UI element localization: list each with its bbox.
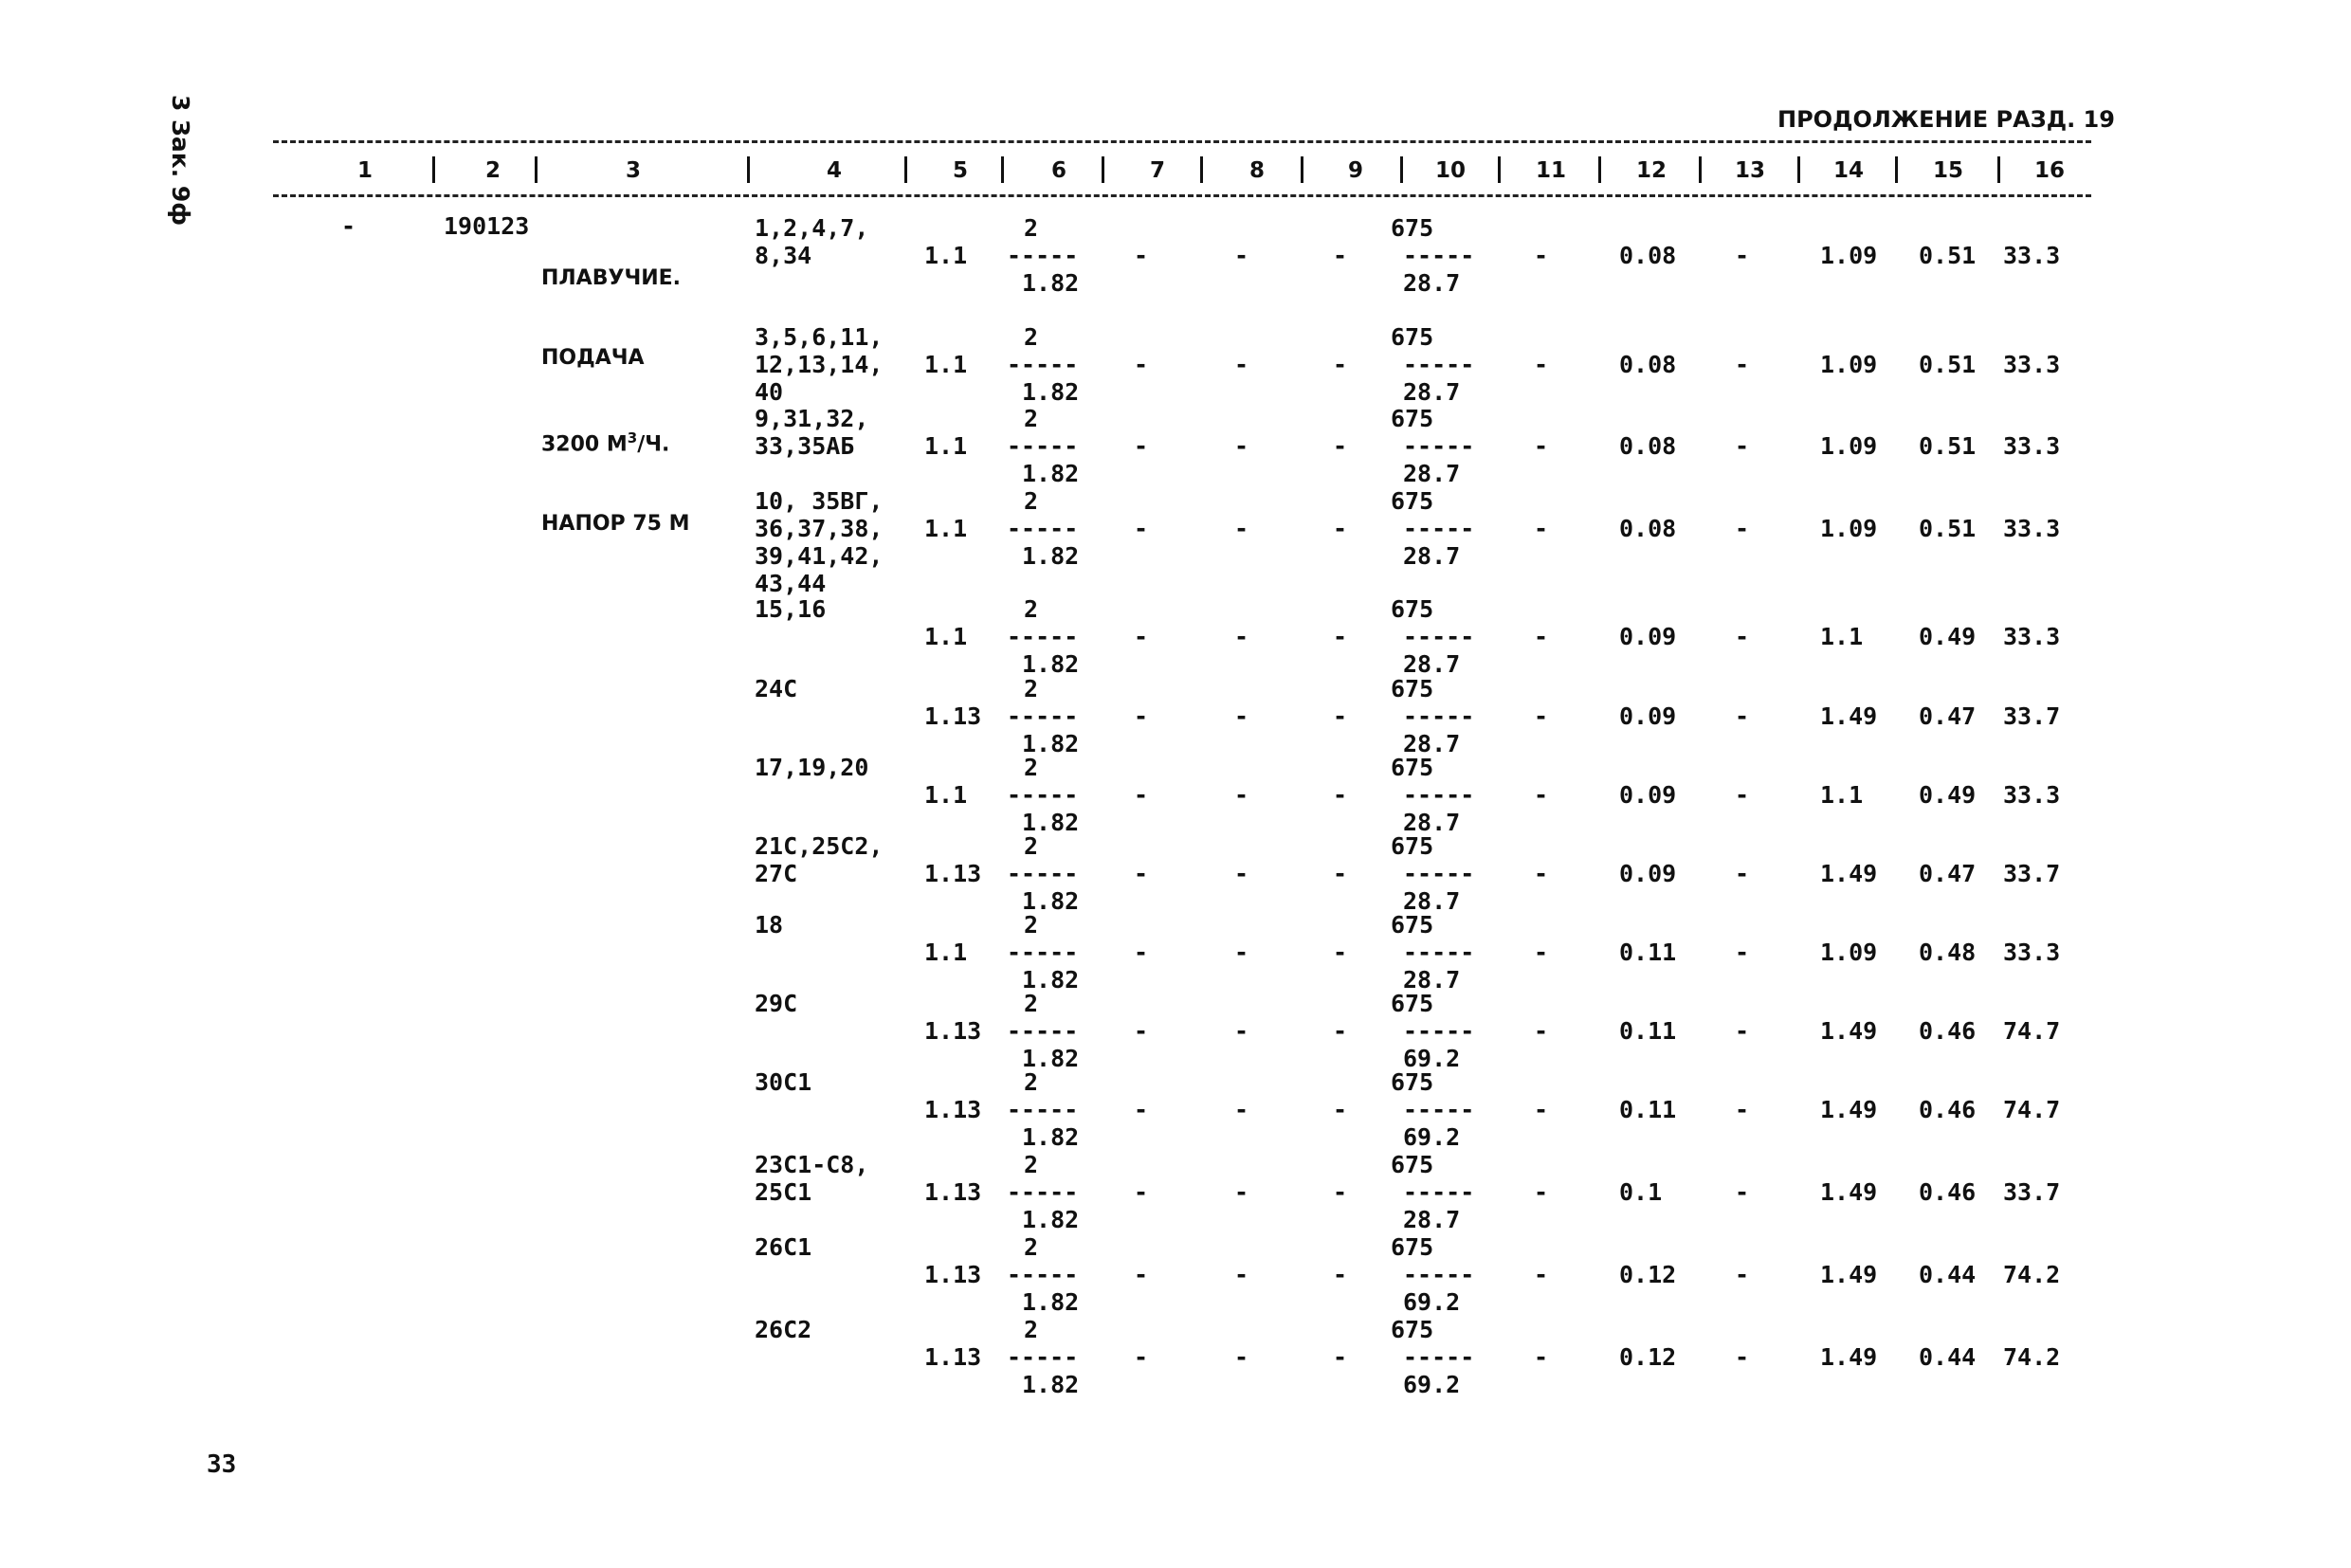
row-col8-value: - (1234, 1178, 1249, 1206)
row-ids-line: 18 (755, 911, 784, 939)
row-ids-line: 33,35АБ (755, 432, 855, 460)
fraction-bar: ----- (1403, 1261, 1475, 1288)
row-col7-value: - (1134, 1343, 1149, 1371)
row-col14-value: 1.49 (1820, 1343, 1878, 1371)
row-ids-line: 29С (755, 990, 798, 1017)
row-col16-value: 33.3 (2003, 623, 2061, 650)
header-separator (1598, 156, 1601, 183)
row-col15-value: 0.51 (1919, 351, 1977, 378)
row-col16-value: 74.7 (2003, 1096, 2061, 1123)
row-col9-value: - (1333, 860, 1348, 887)
row-col9-value: - (1333, 1096, 1348, 1123)
description-line-3-text: 3200 М (541, 432, 628, 457)
row-ids-line: 26С2 (755, 1316, 812, 1343)
row-col12-value: 0.1 (1619, 1178, 1663, 1206)
row-col10-numerator: 675 (1391, 1316, 1434, 1343)
row-col9-value: - (1333, 1343, 1348, 1371)
row-col14-value: 1.09 (1820, 939, 1878, 966)
row-ids-line: 10, 35ВГ, (755, 487, 884, 515)
row-col10-numerator: 675 (1391, 990, 1434, 1017)
row-col16-value: 74.7 (2003, 1017, 2061, 1045)
fraction-bar: ----- (1403, 351, 1475, 378)
row-col13-value: - (1735, 781, 1750, 809)
row-col16-value: 74.2 (2003, 1261, 2061, 1288)
header-separator (1200, 156, 1203, 183)
row-col8-value: - (1234, 623, 1249, 650)
row-col9-value: - (1333, 702, 1348, 730)
header-col-1: 1 (356, 158, 373, 183)
row-col6-denominator: 1.82 (1022, 650, 1080, 678)
description-line-4: НАПОР 75 М (541, 512, 690, 537)
row-col5-value: 1.1 (924, 432, 968, 460)
row-col5-value: 1.13 (924, 1343, 982, 1371)
row-col10-denominator: 69.2 (1403, 1288, 1461, 1316)
row-col5-value: 1.1 (924, 623, 968, 650)
fraction-bar: ----- (1007, 1343, 1079, 1371)
row-ids-line: 21С,25С2, (755, 832, 884, 860)
row-col15-value: 0.51 (1919, 242, 1977, 269)
row-col13-value: - (1735, 939, 1750, 966)
fraction-bar: ----- (1403, 242, 1475, 269)
description-superscript: 3 (627, 429, 638, 447)
row-ids-line: 15,16 (755, 595, 827, 623)
row-col6-numerator: 2 (1024, 675, 1039, 702)
row-col12-value: 0.12 (1619, 1343, 1677, 1371)
row-col5-value: 1.1 (924, 939, 968, 966)
row-col6-numerator: 2 (1024, 1068, 1039, 1096)
row-col13-value: - (1735, 623, 1750, 650)
header-separator (535, 156, 538, 183)
row-col7-value: - (1134, 1178, 1149, 1206)
row-ids-line: 17,19,20 (755, 754, 869, 781)
fraction-bar: ----- (1403, 623, 1475, 650)
row-col7-value: - (1134, 432, 1149, 460)
row-col15-value: 0.44 (1919, 1343, 1977, 1371)
row-col8-value: - (1234, 515, 1249, 542)
row-col6-denominator: 1.82 (1022, 1123, 1080, 1151)
row-ids-line: 9,31,32, (755, 405, 869, 432)
row-col10-numerator: 675 (1391, 405, 1434, 432)
row-col7-value: - (1134, 1096, 1149, 1123)
row-col10-denominator: 28.7 (1403, 809, 1461, 836)
row-col8-value: - (1234, 702, 1249, 730)
row-col11-value: - (1534, 1178, 1549, 1206)
row-col6-numerator: 2 (1024, 1316, 1039, 1343)
row-col14-value: 1.09 (1820, 432, 1878, 460)
row-col9-value: - (1333, 242, 1348, 269)
row-col14-value: 1.1 (1820, 781, 1864, 809)
header-col-6: 6 (1050, 158, 1066, 183)
row-col8-value: - (1234, 1017, 1249, 1045)
row-col8-value: - (1234, 1261, 1249, 1288)
row-col13-value: - (1735, 702, 1750, 730)
row-col5-value: 1.1 (924, 515, 968, 542)
row-col9-value: - (1333, 351, 1348, 378)
row-col14-value: 1.49 (1820, 1017, 1878, 1045)
header-col-5: 5 (952, 158, 968, 183)
row-col12-value: 0.09 (1619, 781, 1677, 809)
row-col13-value: - (1735, 1017, 1750, 1045)
header-col-16: 16 (2033, 158, 2065, 183)
row-col5-value: 1.1 (924, 781, 968, 809)
row-col10-denominator: 28.7 (1403, 542, 1461, 570)
row-col6-numerator: 2 (1024, 1151, 1039, 1178)
row-col16-value: 33.3 (2003, 432, 2061, 460)
row-col8-value: - (1234, 1343, 1249, 1371)
row-col13-value: - (1735, 432, 1750, 460)
row-ids-line: 23С1-С8, (755, 1151, 869, 1178)
row-col9-value: - (1333, 781, 1348, 809)
row-col11-value: - (1534, 351, 1549, 378)
row-col8-value: - (1234, 351, 1249, 378)
header-col-4: 4 (826, 158, 842, 183)
item-code: 190123 (444, 212, 530, 240)
row-col16-value: 33.3 (2003, 781, 2061, 809)
row-col10-numerator: 675 (1391, 1233, 1434, 1261)
row-col10-numerator: 675 (1391, 1151, 1434, 1178)
row-col6-numerator: 2 (1024, 405, 1039, 432)
header-separator (1498, 156, 1501, 183)
row-col13-value: - (1735, 351, 1750, 378)
side-page-number: 33 (207, 1450, 237, 1479)
row-col15-value: 0.46 (1919, 1096, 1977, 1123)
row-col10-numerator: 675 (1391, 1068, 1434, 1096)
row-col7-value: - (1134, 351, 1149, 378)
header-separator (1400, 156, 1403, 183)
row-col11-value: - (1534, 1017, 1549, 1045)
fraction-bar: ----- (1007, 351, 1079, 378)
fraction-bar: ----- (1007, 1017, 1079, 1045)
header-col-9: 9 (1347, 158, 1363, 183)
header-separator (1001, 156, 1004, 183)
header-separator (1997, 156, 2000, 183)
row-col12-value: 0.08 (1619, 432, 1677, 460)
row-col13-value: - (1735, 242, 1750, 269)
row-col5-value: 1.13 (924, 702, 982, 730)
row-col13-value: - (1735, 515, 1750, 542)
header-col-2: 2 (484, 158, 501, 183)
row-col11-value: - (1534, 432, 1549, 460)
row-ids-line: 43,44 (755, 570, 827, 597)
header-separator (904, 156, 907, 183)
row-col8-value: - (1234, 432, 1249, 460)
row-col11-value: - (1534, 1261, 1549, 1288)
row-col10-numerator: 675 (1391, 323, 1434, 351)
row-col6-numerator: 2 (1024, 754, 1039, 781)
fraction-bar: ----- (1403, 702, 1475, 730)
row-col11-value: - (1534, 702, 1549, 730)
row-col16-value: 74.2 (2003, 1343, 2061, 1371)
row-col12-value: 0.09 (1619, 860, 1677, 887)
row-col10-numerator: 675 (1391, 214, 1434, 242)
row-col7-value: - (1134, 623, 1149, 650)
row-col10-denominator: 28.7 (1403, 1206, 1461, 1233)
row-col12-value: 0.08 (1619, 515, 1677, 542)
row-col7-value: - (1134, 1261, 1149, 1288)
row-col16-value: 33.3 (2003, 242, 2061, 269)
row-col8-value: - (1234, 242, 1249, 269)
row-col12-value: 0.11 (1619, 1096, 1677, 1123)
row-col14-value: 1.1 (1820, 623, 1864, 650)
row-col14-value: 1.09 (1820, 351, 1878, 378)
row-col13-value: - (1735, 1261, 1750, 1288)
fraction-bar: ----- (1007, 702, 1079, 730)
row-col11-value: - (1534, 939, 1549, 966)
fraction-bar: ----- (1403, 939, 1475, 966)
row-col6-denominator: 1.82 (1022, 966, 1080, 994)
row-ids-line: 3,5,6,11, (755, 323, 884, 351)
row-col5-value: 1.1 (924, 242, 968, 269)
header-col-7: 7 (1149, 158, 1165, 183)
row-ids-line: 25С1 (755, 1178, 812, 1206)
row-col7-value: - (1134, 860, 1149, 887)
row-col16-value: 33.7 (2003, 702, 2061, 730)
row-col10-numerator: 675 (1391, 675, 1434, 702)
row-col13-value: - (1735, 860, 1750, 887)
row-col14-value: 1.09 (1820, 242, 1878, 269)
row-col6-denominator: 1.82 (1022, 542, 1080, 570)
row-col10-denominator: 28.7 (1403, 460, 1461, 487)
row-col15-value: 0.46 (1919, 1178, 1977, 1206)
row-col10-numerator: 675 (1391, 754, 1434, 781)
row-col11-value: - (1534, 1096, 1549, 1123)
row-col10-numerator: 675 (1391, 595, 1434, 623)
header-separator (1301, 156, 1303, 183)
row-ids-line: 30С1 (755, 1068, 812, 1096)
header-separator (1102, 156, 1104, 183)
row-col16-value: 33.7 (2003, 860, 2061, 887)
fraction-bar: ----- (1403, 432, 1475, 460)
header-separator (432, 156, 435, 183)
row-col16-value: 33.3 (2003, 939, 2061, 966)
header-col-8: 8 (1248, 158, 1265, 183)
row-col6-numerator: 2 (1024, 911, 1039, 939)
row-col5-value: 1.1 (924, 351, 968, 378)
description-line-1: ПЛАВУЧИЕ. (541, 266, 682, 290)
row-col10-denominator: 28.7 (1403, 887, 1461, 915)
row-col13-value: - (1735, 1096, 1750, 1123)
fraction-bar: ----- (1403, 781, 1475, 809)
header-separator (1895, 156, 1898, 183)
row-ids-line: 12,13,14, (755, 351, 884, 378)
fraction-bar: ----- (1403, 1178, 1475, 1206)
row-col10-denominator: 28.7 (1403, 650, 1461, 678)
fraction-bar: ----- (1007, 1261, 1079, 1288)
row-ids-line: 36,37,38, (755, 515, 884, 542)
description-line-2: ПОДАЧА (541, 346, 645, 370)
row-col8-value: - (1234, 939, 1249, 966)
row-col6-numerator: 2 (1024, 832, 1039, 860)
row-col9-value: - (1333, 1178, 1348, 1206)
row-col15-value: 0.48 (1919, 939, 1977, 966)
fraction-bar: ----- (1007, 515, 1079, 542)
row-col16-value: 33.3 (2003, 515, 2061, 542)
fraction-bar: ----- (1007, 939, 1079, 966)
header-col-10: 10 (1434, 158, 1466, 183)
fraction-bar: ----- (1007, 242, 1079, 269)
row-col15-value: 0.44 (1919, 1261, 1977, 1288)
row-col7-value: - (1134, 702, 1149, 730)
row-col11-value: - (1534, 860, 1549, 887)
description-unit: /Ч. (637, 432, 670, 457)
row-col7-value: - (1134, 515, 1149, 542)
row-col9-value: - (1333, 1017, 1348, 1045)
item-description (541, 212, 690, 564)
header-col-3: 3 (625, 158, 641, 183)
row-ids-line: 26С1 (755, 1233, 812, 1261)
row-col11-value: - (1534, 1343, 1549, 1371)
row-col10-numerator: 675 (1391, 487, 1434, 515)
row-col14-value: 1.49 (1820, 702, 1878, 730)
row-col14-value: 1.49 (1820, 1178, 1878, 1206)
row-col14-value: 1.09 (1820, 515, 1878, 542)
row-col14-value: 1.49 (1820, 1261, 1878, 1288)
row-col7-value: - (1134, 939, 1149, 966)
row-col10-numerator: 675 (1391, 911, 1434, 939)
row-col12-value: 0.09 (1619, 702, 1677, 730)
header-col-11: 11 (1535, 158, 1566, 183)
side-order-label: 3 Зак. 9ф (167, 95, 194, 227)
row-col6-numerator: 2 (1024, 595, 1039, 623)
header-separator (1699, 156, 1702, 183)
row-col12-value: 0.08 (1619, 242, 1677, 269)
fraction-bar: ----- (1403, 1096, 1475, 1123)
row-col6-denominator: 1.82 (1022, 809, 1080, 836)
row-col15-value: 0.47 (1919, 860, 1977, 887)
row-col15-value: 0.49 (1919, 623, 1977, 650)
row-col6-numerator: 2 (1024, 323, 1039, 351)
row-col6-denominator: 1.82 (1022, 269, 1080, 297)
fraction-bar: ----- (1403, 515, 1475, 542)
row-col10-denominator: 28.7 (1403, 269, 1461, 297)
row-col5-value: 1.13 (924, 1178, 982, 1206)
header-bottom-rule (273, 194, 2091, 197)
row-col16-value: 33.7 (2003, 1178, 2061, 1206)
row-col6-numerator: 2 (1024, 990, 1039, 1017)
row-col9-value: - (1333, 623, 1348, 650)
row-col8-value: - (1234, 781, 1249, 809)
row-col6-denominator: 1.82 (1022, 1288, 1080, 1316)
row-col13-value: - (1735, 1343, 1750, 1371)
row-col10-denominator: 69.2 (1403, 1045, 1461, 1072)
row-col14-value: 1.49 (1820, 860, 1878, 887)
row-col8-value: - (1234, 860, 1249, 887)
row-col9-value: - (1333, 1261, 1348, 1288)
row-col5-value: 1.13 (924, 860, 982, 887)
row-col12-value: 0.12 (1619, 1261, 1677, 1288)
row-ids-line: 8,34 (755, 242, 812, 269)
row-col11-value: - (1534, 242, 1549, 269)
row-col6-numerator: 2 (1024, 214, 1039, 242)
row-ids-line: 1,2,4,7, (755, 214, 869, 242)
row-col10-denominator: 28.7 (1403, 730, 1461, 757)
fraction-bar: ----- (1403, 860, 1475, 887)
continuation-title: ПРОДОЛЖЕНИЕ РАЗД. 19 (1777, 106, 2115, 133)
row-col15-value: 0.47 (1919, 702, 1977, 730)
row-col10-denominator: 69.2 (1403, 1123, 1461, 1151)
row-col9-value: - (1333, 432, 1348, 460)
row-col10-denominator: 69.2 (1403, 1371, 1461, 1398)
row-col10-denominator: 28.7 (1403, 966, 1461, 994)
row-col6-denominator: 1.82 (1022, 1206, 1080, 1233)
row-col15-value: 0.51 (1919, 515, 1977, 542)
row-col7-value: - (1134, 1017, 1149, 1045)
row-col8-value: - (1234, 1096, 1249, 1123)
row-ids-line: 27С (755, 860, 798, 887)
row-col12-value: 0.11 (1619, 939, 1677, 966)
row-col10-denominator: 28.7 (1403, 378, 1461, 406)
fraction-bar: ----- (1007, 1178, 1079, 1206)
row-col9-value: - (1333, 515, 1348, 542)
row-col10-numerator: 675 (1391, 832, 1434, 860)
row-col15-value: 0.49 (1919, 781, 1977, 809)
row-col11-value: - (1534, 515, 1549, 542)
header-col-14: 14 (1832, 158, 1864, 183)
description-line-3 (541, 425, 690, 458)
row-ids-line: 24С (755, 675, 798, 702)
row-col7-value: - (1134, 242, 1149, 269)
row-col6-denominator: 1.82 (1022, 1045, 1080, 1072)
row-col5-value: 1.13 (924, 1261, 982, 1288)
fraction-bar: ----- (1007, 623, 1079, 650)
header-col-15: 15 (1932, 158, 1963, 183)
row-col11-value: - (1534, 781, 1549, 809)
row-col6-numerator: 2 (1024, 487, 1039, 515)
row-ids-line: 40 (755, 378, 784, 406)
fraction-bar: ----- (1007, 432, 1079, 460)
fraction-bar: ----- (1007, 860, 1079, 887)
row-col1-value: - (341, 212, 356, 240)
fraction-bar: ----- (1403, 1343, 1475, 1371)
header-col-12: 12 (1635, 158, 1667, 183)
row-col7-value: - (1134, 781, 1149, 809)
header-separator (747, 156, 750, 183)
fraction-bar: ----- (1007, 1096, 1079, 1123)
row-col12-value: 0.11 (1619, 1017, 1677, 1045)
row-col6-numerator: 2 (1024, 1233, 1039, 1261)
row-col5-value: 1.13 (924, 1096, 982, 1123)
header-separator (1797, 156, 1800, 183)
row-col6-denominator: 1.82 (1022, 887, 1080, 915)
row-col12-value: 0.09 (1619, 623, 1677, 650)
header-col-13: 13 (1734, 158, 1765, 183)
fraction-bar: ----- (1403, 1017, 1475, 1045)
row-col11-value: - (1534, 623, 1549, 650)
row-col15-value: 0.51 (1919, 432, 1977, 460)
row-col6-denominator: 1.82 (1022, 1371, 1080, 1398)
row-col12-value: 0.08 (1619, 351, 1677, 378)
row-col6-denominator: 1.82 (1022, 730, 1080, 757)
row-col13-value: - (1735, 1178, 1750, 1206)
row-ids-line: 39,41,42, (755, 542, 884, 570)
row-col14-value: 1.49 (1820, 1096, 1878, 1123)
row-col5-value: 1.13 (924, 1017, 982, 1045)
row-col6-denominator: 1.82 (1022, 378, 1080, 406)
row-col6-denominator: 1.82 (1022, 460, 1080, 487)
fraction-bar: ----- (1007, 781, 1079, 809)
row-col9-value: - (1333, 939, 1348, 966)
row-col16-value: 33.3 (2003, 351, 2061, 378)
header-top-rule (273, 140, 2091, 143)
row-col15-value: 0.46 (1919, 1017, 1977, 1045)
